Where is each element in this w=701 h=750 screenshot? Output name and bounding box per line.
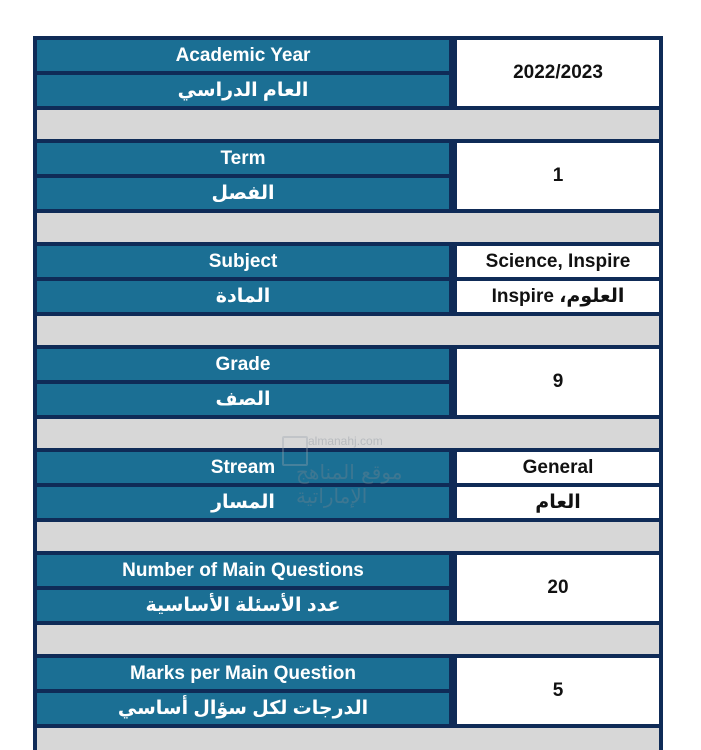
value-stream-en: General <box>457 452 659 483</box>
value-term: 1 <box>457 143 659 209</box>
value-grade: 9 <box>457 349 659 415</box>
label-academic-year-ar: العام الدراسي <box>37 75 449 106</box>
label-marks-per-question-ar: الدرجات لكل سؤال أساسي <box>37 693 449 724</box>
watermark-text: موقع المناهج الإماراتية <box>296 460 403 508</box>
label-academic-year-en: Academic Year <box>37 40 449 71</box>
separator <box>37 213 659 242</box>
separator <box>37 110 659 139</box>
label-subject-en: Subject <box>37 246 449 277</box>
row-marks-per-question <box>37 658 659 724</box>
label-stream-en: Stream <box>37 452 449 483</box>
value-subject-ar: العلوم، Inspire <box>457 281 659 312</box>
row-subject <box>37 246 659 312</box>
row-stream <box>37 452 659 518</box>
label-grade-en: Grade <box>37 349 449 380</box>
label-term-ar: الفصل <box>37 178 449 209</box>
value-academic-year: 2022/2023 <box>457 40 659 106</box>
separator <box>37 316 659 345</box>
info-table <box>33 36 663 750</box>
watermark-url: almanahj.com <box>308 434 383 448</box>
separator <box>37 522 659 551</box>
label-stream-ar: المسار <box>37 487 449 518</box>
value-stream-ar: العام <box>457 487 659 518</box>
label-subject-ar: المادة <box>37 281 449 312</box>
row-academic-year <box>37 40 659 106</box>
separator <box>37 419 659 448</box>
label-number-of-questions-en: Number of Main Questions <box>37 555 449 586</box>
label-grade-ar: الصف <box>37 384 449 415</box>
row-grade <box>37 349 659 415</box>
row-term <box>37 143 659 209</box>
separator <box>37 728 659 750</box>
label-number-of-questions-ar: عدد الأسئلة الأساسية <box>37 590 449 621</box>
value-number-of-questions: 20 <box>457 555 659 621</box>
separator <box>37 625 659 654</box>
label-marks-per-question-en: Marks per Main Question <box>37 658 449 689</box>
label-term-en: Term <box>37 143 449 174</box>
row-number-of-questions <box>37 555 659 621</box>
value-marks-per-question: 5 <box>457 658 659 724</box>
value-subject-en: Science, Inspire <box>457 246 659 277</box>
